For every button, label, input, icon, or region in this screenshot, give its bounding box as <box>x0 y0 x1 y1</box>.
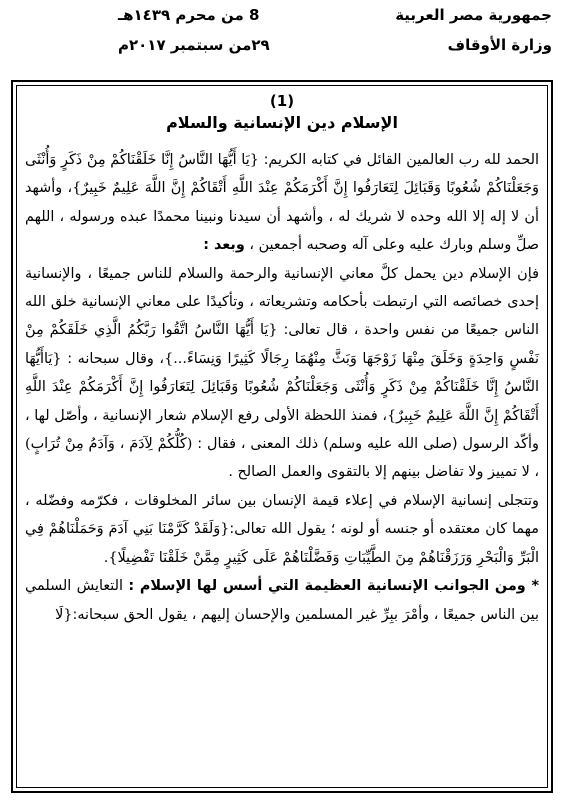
p3-quran-verse: {وَلَقَدْ كَرَّمْنَا بَنِي آدَمَ وَحَمَلْنَاهُمْ فِي الْبَرِّ وَالْبَحْرِ وَرَزَقْنَاهُمْ مِنَ الطَّيِّبَاتِ وَفَضَّلْنَاهُمْ عَلَى كَثِيرٍ مِمَّنْ خَلَقْنَا تَفْضِيلًا} <box>25 521 539 566</box>
p1-intro: الحمد لله رب العالمين القائل في كتابه الكريم: <box>258 152 539 168</box>
article-number: (1) <box>269 92 295 110</box>
p2-text-4: ، لا تمييز ولا تفاضل بينهم إلا بالتقوى والعمل الصالح . <box>228 464 539 481</box>
p2-hadith: (كُلُّكُمْ لِآدَمَ ، وَآدَمُ مِنْ تُرَابٍ) <box>25 436 193 453</box>
p1-quran-verse: {يَا أَيُّهَا النَّاسُ إِنَّا خَلَقْنَاكُمْ مِنْ ذَكَرٍ وَأُنْثَى وَجَعَلْنَاكُمْ شُعُوبًا وَقَبَائِلَ لِتَعَارَفُوا إِنَّ أَكْرَمَكُمْ عِنْدَ اللَّهِ أَتْقَاكُمْ إِنَّ اللَّهَ عَلِيمٌ خَبِيرٌ} <box>25 152 539 197</box>
paragraph-4 <box>25 572 539 629</box>
p2-quran-verse-1: {يَا أَيُّهَا النَّاسُ اتَّقُوا رَبَّكُمُ الَّذِي خَلَقَكُمْ مِنْ نَفْسٍ وَاحِدَةٍ وَخَلَقَ مِنْهَا زَوْجَهَا وَبَثَّ مِنْهُمَا رِجَالًا كَثِيرًا وَنِسَاءً...} <box>25 322 539 367</box>
page-header <box>0 0 566 80</box>
country-name: جمهورية مصر العربية <box>395 6 552 24</box>
paragraph-3 <box>25 487 539 572</box>
p2-text-1: فإن الإسلام دين يحمل كلَّ معاني الإنسانية والرحمة والسلام للناس جميعًا ، والإنسانية إحدى خصائصه التي ارتبطت بأحكامه وتشريعاته ، وتأكيدًا على معاني الإنسانية خلق الله الناس جميعًا من نفس واحدة ، قال تعالى: <box>25 265 539 339</box>
p4-text-1: التعايش السلمي بين الناس جميعًا ، وأمْرَ ببِرِّ غير المسلمين والإحسان إليهم ، يقول الحق سبحانه: <box>25 578 539 623</box>
paragraph-2 <box>25 260 539 487</box>
article-frame <box>11 80 553 793</box>
hijri-date: 8 من محرم ١٤٣٩هـ <box>118 6 260 24</box>
article-title: الإسلام دين الإنسانية والسلام <box>166 113 398 132</box>
p2-quran-verse-2: {يَاأَيُّهَا النَّاسُ إِنَّا خَلَقْنَاكُمْ مِنْ ذَكَرٍ وَأُنْثَى وَجَعَلْنَاكُمْ شُعُوبًا وَقَبَائِلَ لِتَعَارَفُوا إِنَّ أَكْرَمَكُمْ عِنْدَ اللَّهِ أَتْقَاكُمْ إِنَّ اللَّهَ عَلِيمٌ خَبِيرٌ} <box>25 350 539 424</box>
p3-text-1: وتتجلى إنسانية الإسلام في إعلاء قيمة الإنسان بين سائر المخلوقات ، فكرّمه وفضّله ، مهما كان معتقده أو جنسه أو لونه ؛ يقول الله تعالى: <box>25 492 540 538</box>
p4-heading: * ومن الجوانب الإنسانية العظيمة التي أسس لها الإسلام : <box>128 578 539 595</box>
p3-text-2: . <box>103 549 109 566</box>
paragraph-1 <box>25 146 539 260</box>
p2-text-2: ، وقال سبحانه : <box>61 350 165 367</box>
gregorian-date: ٢٩من سبتمبر ٢٠١٧م <box>118 36 270 54</box>
p2-text-3: ، فمنذ اللحظة الأولى رفع الإسلام شعار الإنسانية ، وأصّل لها ، وأكّد الرسول (صلى الله عليه وسلم) ذلك المعنى ، فقال : <box>25 407 539 453</box>
p1-closing: وبعد : <box>203 237 245 254</box>
p4-quran-verse-start: {لَا <box>55 606 73 623</box>
p1-text: ، وأشهد أن لا إله إلا الله وحده لا شريك له ، وأشهد أن سيدنا ونبينا محمدًا عبده ورسوله ، اللهم صلِّ وسلم وبارك عليه وعلى آله وصحبه أجمعين ، <box>25 180 539 254</box>
article-body <box>25 146 539 629</box>
ministry-name: وزارة الأوقاف <box>447 36 552 54</box>
